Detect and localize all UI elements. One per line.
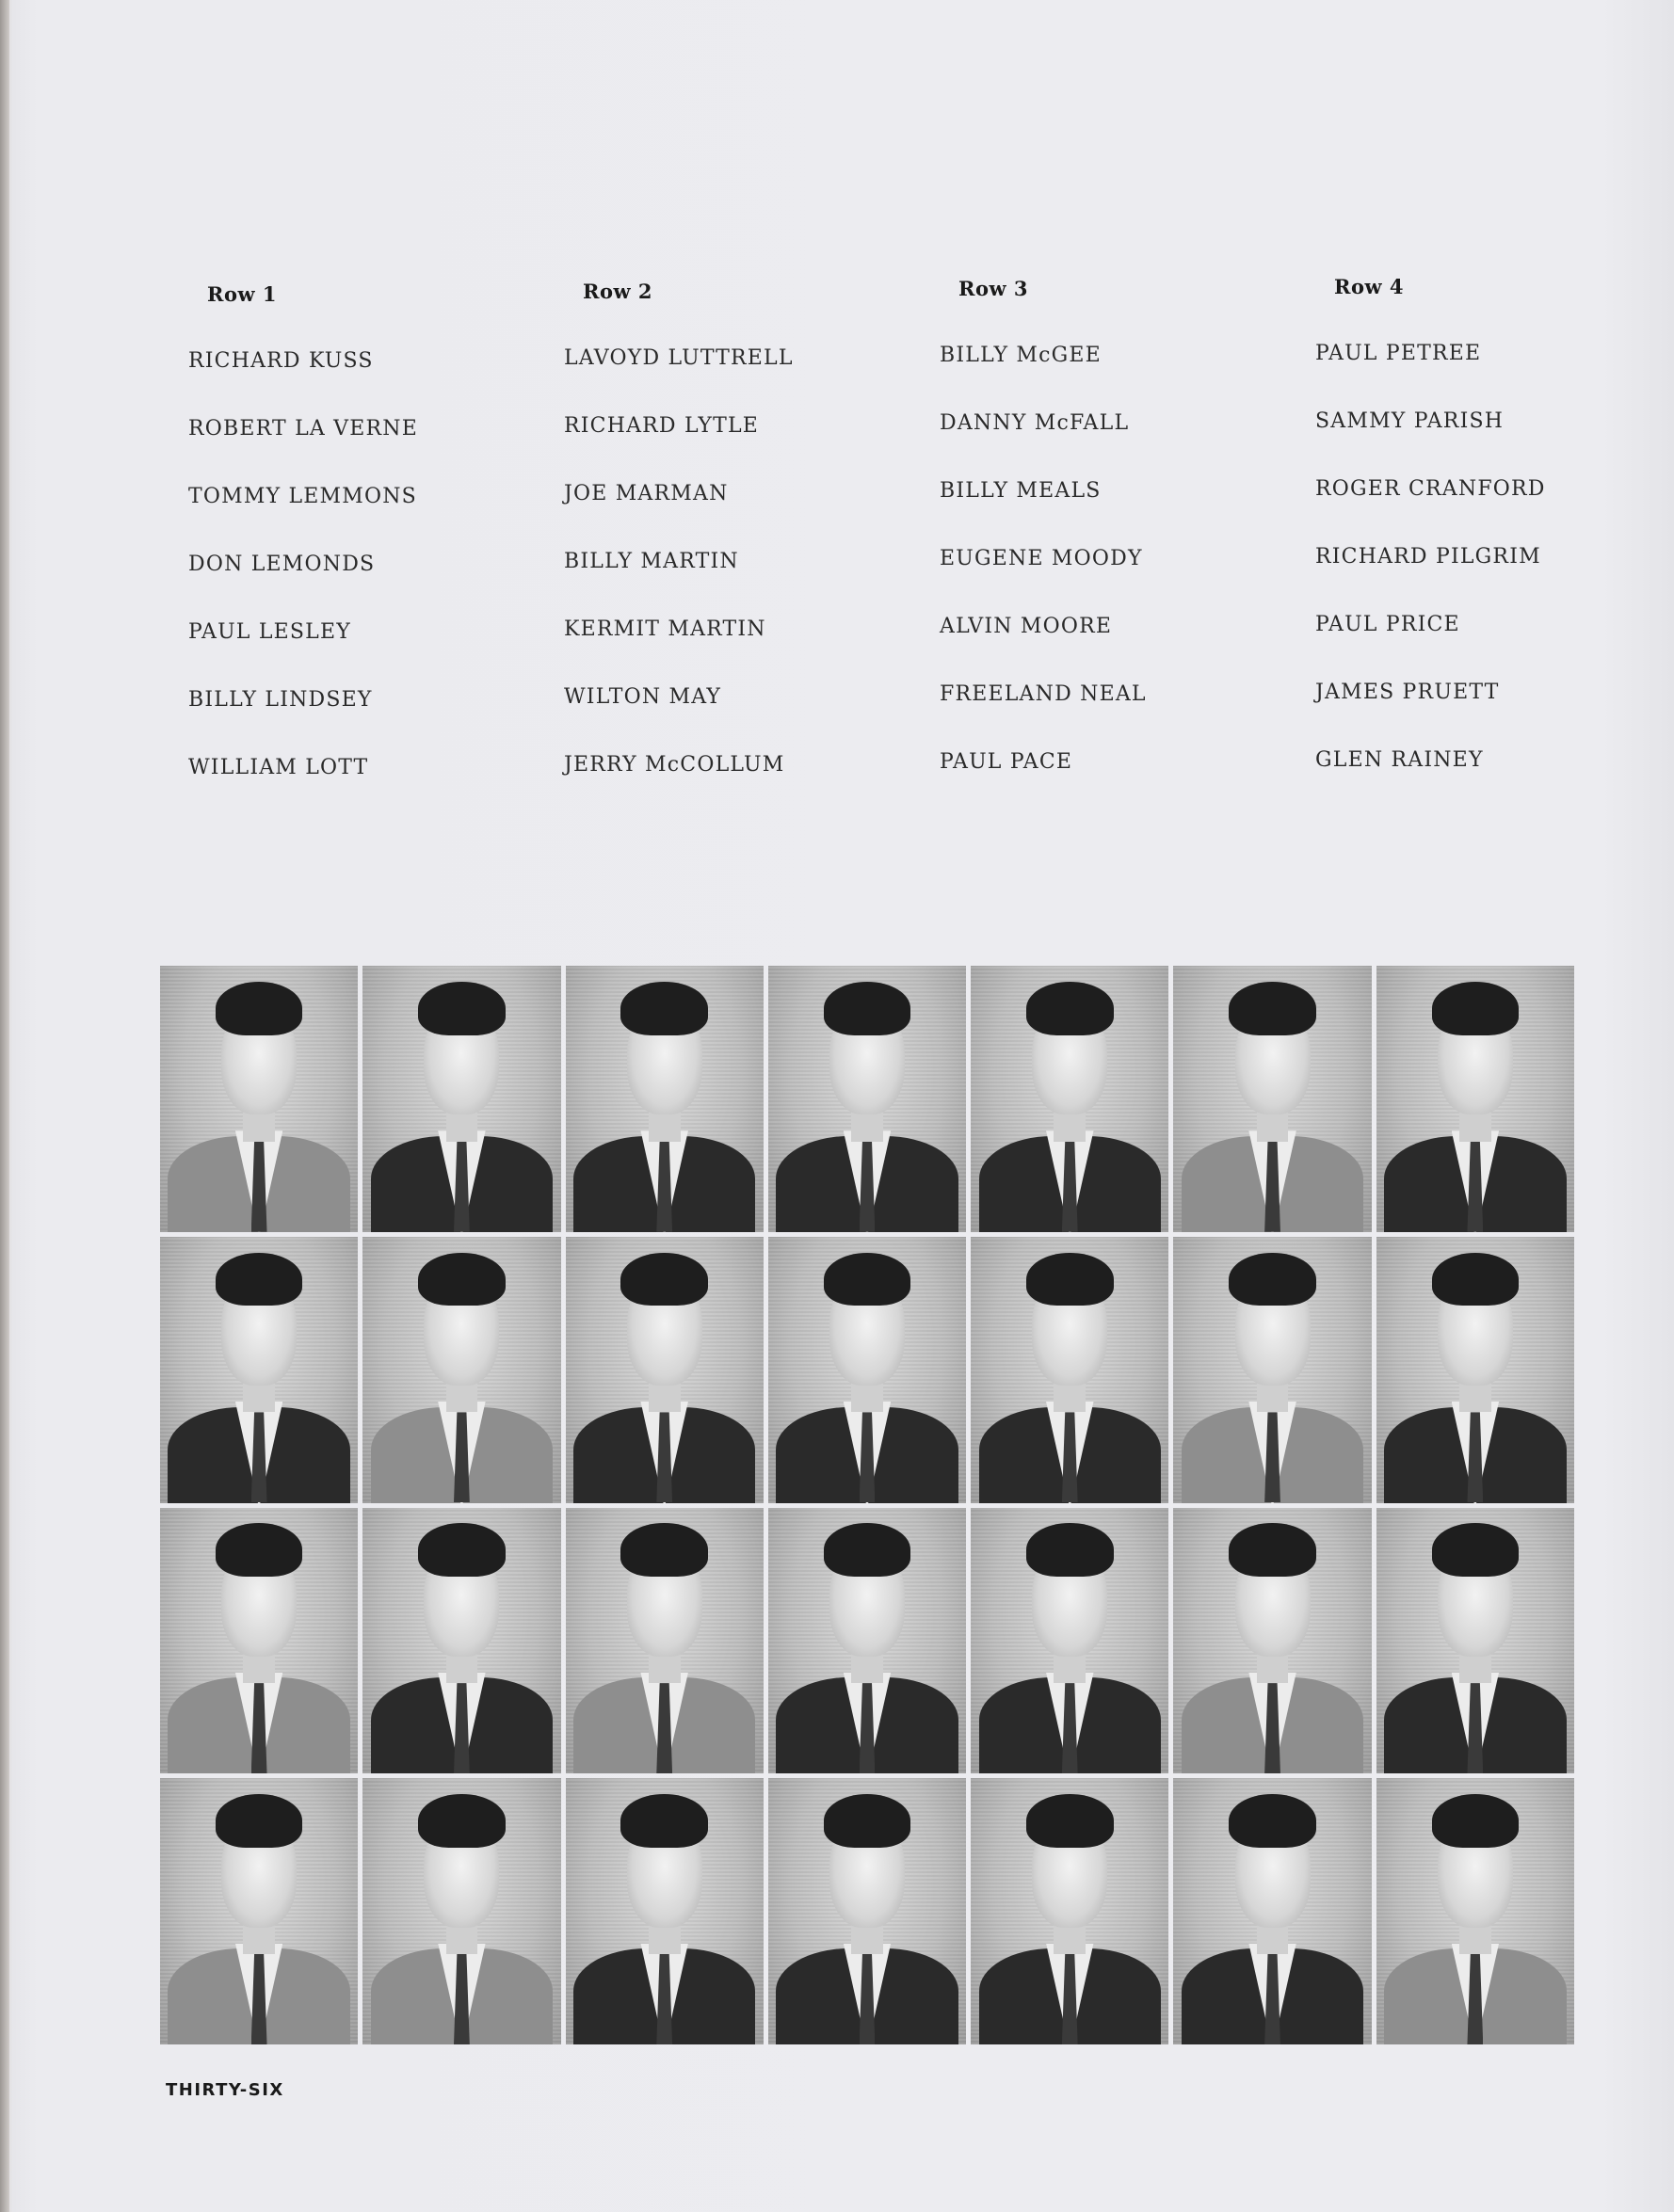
row-4-name-2: SAMMY PARISH xyxy=(1315,409,1505,433)
row-2-name-5: KERMIT MARTIN xyxy=(564,617,766,641)
row-4-name-4: RICHARD PILGRIM xyxy=(1315,545,1541,569)
portrait-hair xyxy=(824,1523,911,1577)
row-4-name-7: GLEN RAINEY xyxy=(1315,748,1484,772)
portrait-hair xyxy=(216,982,303,1035)
portrait-photo-row-2-col-6 xyxy=(1173,1237,1371,1503)
portrait-photo-row-2-col-2 xyxy=(362,1237,560,1503)
portrait-photo-row-4-col-1 xyxy=(160,1778,358,2044)
portrait-photo-row-3-col-3 xyxy=(566,1508,764,1774)
portrait-photo-row-1-col-1 xyxy=(160,966,358,1232)
row-3-name-7: PAUL PACE xyxy=(940,750,1073,774)
row-2-name-column xyxy=(564,280,941,799)
row-2-name-4: BILLY MARTIN xyxy=(564,550,739,573)
row-4-name-6: JAMES PRUETT xyxy=(1315,681,1500,704)
portrait-photo-row-4-col-2 xyxy=(362,1778,560,2044)
portrait-photo-row-4-col-4 xyxy=(768,1778,966,2044)
row-2-name-list xyxy=(564,325,941,799)
portrait-hair xyxy=(1432,1253,1520,1306)
row-3-name-2: DANNY McFALL xyxy=(940,411,1130,435)
row-2-name-2: RICHARD LYTLE xyxy=(564,414,760,438)
portrait-hair xyxy=(1026,1253,1114,1306)
row-2-name-3: JOE MARMAN xyxy=(564,482,729,505)
row-4-heading: Row 4 xyxy=(1334,275,1404,298)
portrait-photo-row-1-col-7 xyxy=(1376,966,1574,1232)
row-4-name-column xyxy=(1315,275,1674,794)
portrait-photo-row-1-col-2 xyxy=(362,966,560,1232)
portrait-hair xyxy=(620,1794,708,1848)
row-1-name-1: RICHARD KUSS xyxy=(188,349,374,373)
portrait-photo-row-3-col-2 xyxy=(362,1508,560,1774)
row-1-name-column xyxy=(188,282,565,802)
portrait-photo-row-3-col-1 xyxy=(160,1508,358,1774)
row-4-name-5: PAUL PRICE xyxy=(1315,613,1460,636)
portrait-photo-row-2-col-4 xyxy=(768,1237,966,1503)
portrait-photo-row-4-col-3 xyxy=(566,1778,764,2044)
portrait-hair xyxy=(418,1523,506,1577)
portrait-hair xyxy=(620,982,708,1035)
portrait-photo-row-2-col-3 xyxy=(566,1237,764,1503)
row-3-name-3: BILLY MEALS xyxy=(940,479,1102,503)
portrait-photo-row-3-col-4 xyxy=(768,1508,966,1774)
row-2-name-7: JERRY McCOLLUM xyxy=(564,753,785,777)
portrait-hair xyxy=(620,1523,708,1577)
portrait-photo-row-3-col-5 xyxy=(971,1508,1168,1774)
portrait-photo-row-4-col-6 xyxy=(1173,1778,1371,2044)
portrait-photo-row-1-col-3 xyxy=(566,966,764,1232)
row-3-name-5: ALVIN MOORE xyxy=(940,615,1113,638)
page-binding-edge xyxy=(0,0,9,2212)
row-3-name-list xyxy=(940,322,1316,796)
portrait-hair xyxy=(1432,1794,1520,1848)
portrait-hair xyxy=(1026,982,1114,1035)
row-3-heading: Row 3 xyxy=(958,277,1028,300)
row-3-name-6: FREELAND NEAL xyxy=(940,682,1147,706)
row-2-name-1: LAVOYD LUTTRELL xyxy=(564,346,794,370)
portrait-hair xyxy=(216,1794,303,1848)
row-3-name-1: BILLY McGEE xyxy=(940,344,1102,367)
portrait-hair xyxy=(824,1253,911,1306)
portrait-photo-row-3-col-6 xyxy=(1173,1508,1371,1774)
portrait-hair xyxy=(1229,1794,1316,1848)
row-2-name-6: WILTON MAY xyxy=(564,685,722,709)
row-4-name-3: ROGER CRANFORD xyxy=(1315,477,1546,501)
portrait-photo-row-2-col-1 xyxy=(160,1237,358,1503)
portrait-photo-row-1-col-5 xyxy=(971,966,1168,1232)
row-4-name-1: PAUL PETREE xyxy=(1315,342,1482,365)
row-1-name-5: PAUL LESLEY xyxy=(188,620,351,644)
portrait-hair xyxy=(1229,1253,1316,1306)
portrait-photo-row-4-col-7 xyxy=(1376,1778,1574,2044)
portrait-hair xyxy=(824,982,911,1035)
row-4-name-list xyxy=(1315,320,1674,794)
row-1-name-list xyxy=(188,328,565,802)
row-1-name-2: ROBERT LA VERNE xyxy=(188,417,418,441)
row-3-name-4: EUGENE MOODY xyxy=(940,547,1143,570)
row-1-name-7: WILLIAM LOTT xyxy=(188,756,369,779)
portrait-photo-row-1-col-6 xyxy=(1173,966,1371,1232)
portrait-hair xyxy=(1026,1794,1114,1848)
portrait-photo-row-1-col-4 xyxy=(768,966,966,1232)
portrait-photo-row-3-col-7 xyxy=(1376,1508,1574,1774)
portrait-photo-row-4-col-5 xyxy=(971,1778,1168,2044)
portrait-hair xyxy=(1432,982,1520,1035)
portrait-grid xyxy=(160,966,1574,2044)
portrait-hair xyxy=(418,982,506,1035)
row-1-name-3: TOMMY LEMMONS xyxy=(188,485,417,508)
portrait-hair xyxy=(216,1253,303,1306)
row-1-name-4: DON LEMONDS xyxy=(188,553,376,576)
portrait-hair xyxy=(824,1794,911,1848)
portrait-photo-row-2-col-5 xyxy=(971,1237,1168,1503)
portrait-hair xyxy=(1432,1523,1520,1577)
portrait-hair xyxy=(620,1253,708,1306)
portrait-hair xyxy=(216,1523,303,1577)
row-2-heading: Row 2 xyxy=(583,280,652,303)
portrait-hair xyxy=(1026,1523,1114,1577)
page-number: THIRTY-SIX xyxy=(166,2080,284,2100)
row-1-heading: Row 1 xyxy=(207,282,277,306)
portrait-photo-row-2-col-7 xyxy=(1376,1237,1574,1503)
row-1-name-6: BILLY LINDSEY xyxy=(188,688,373,712)
row-3-name-column xyxy=(940,277,1316,796)
portrait-hair xyxy=(1229,982,1316,1035)
portrait-hair xyxy=(418,1794,506,1848)
portrait-hair xyxy=(418,1253,506,1306)
portrait-hair xyxy=(1229,1523,1316,1577)
